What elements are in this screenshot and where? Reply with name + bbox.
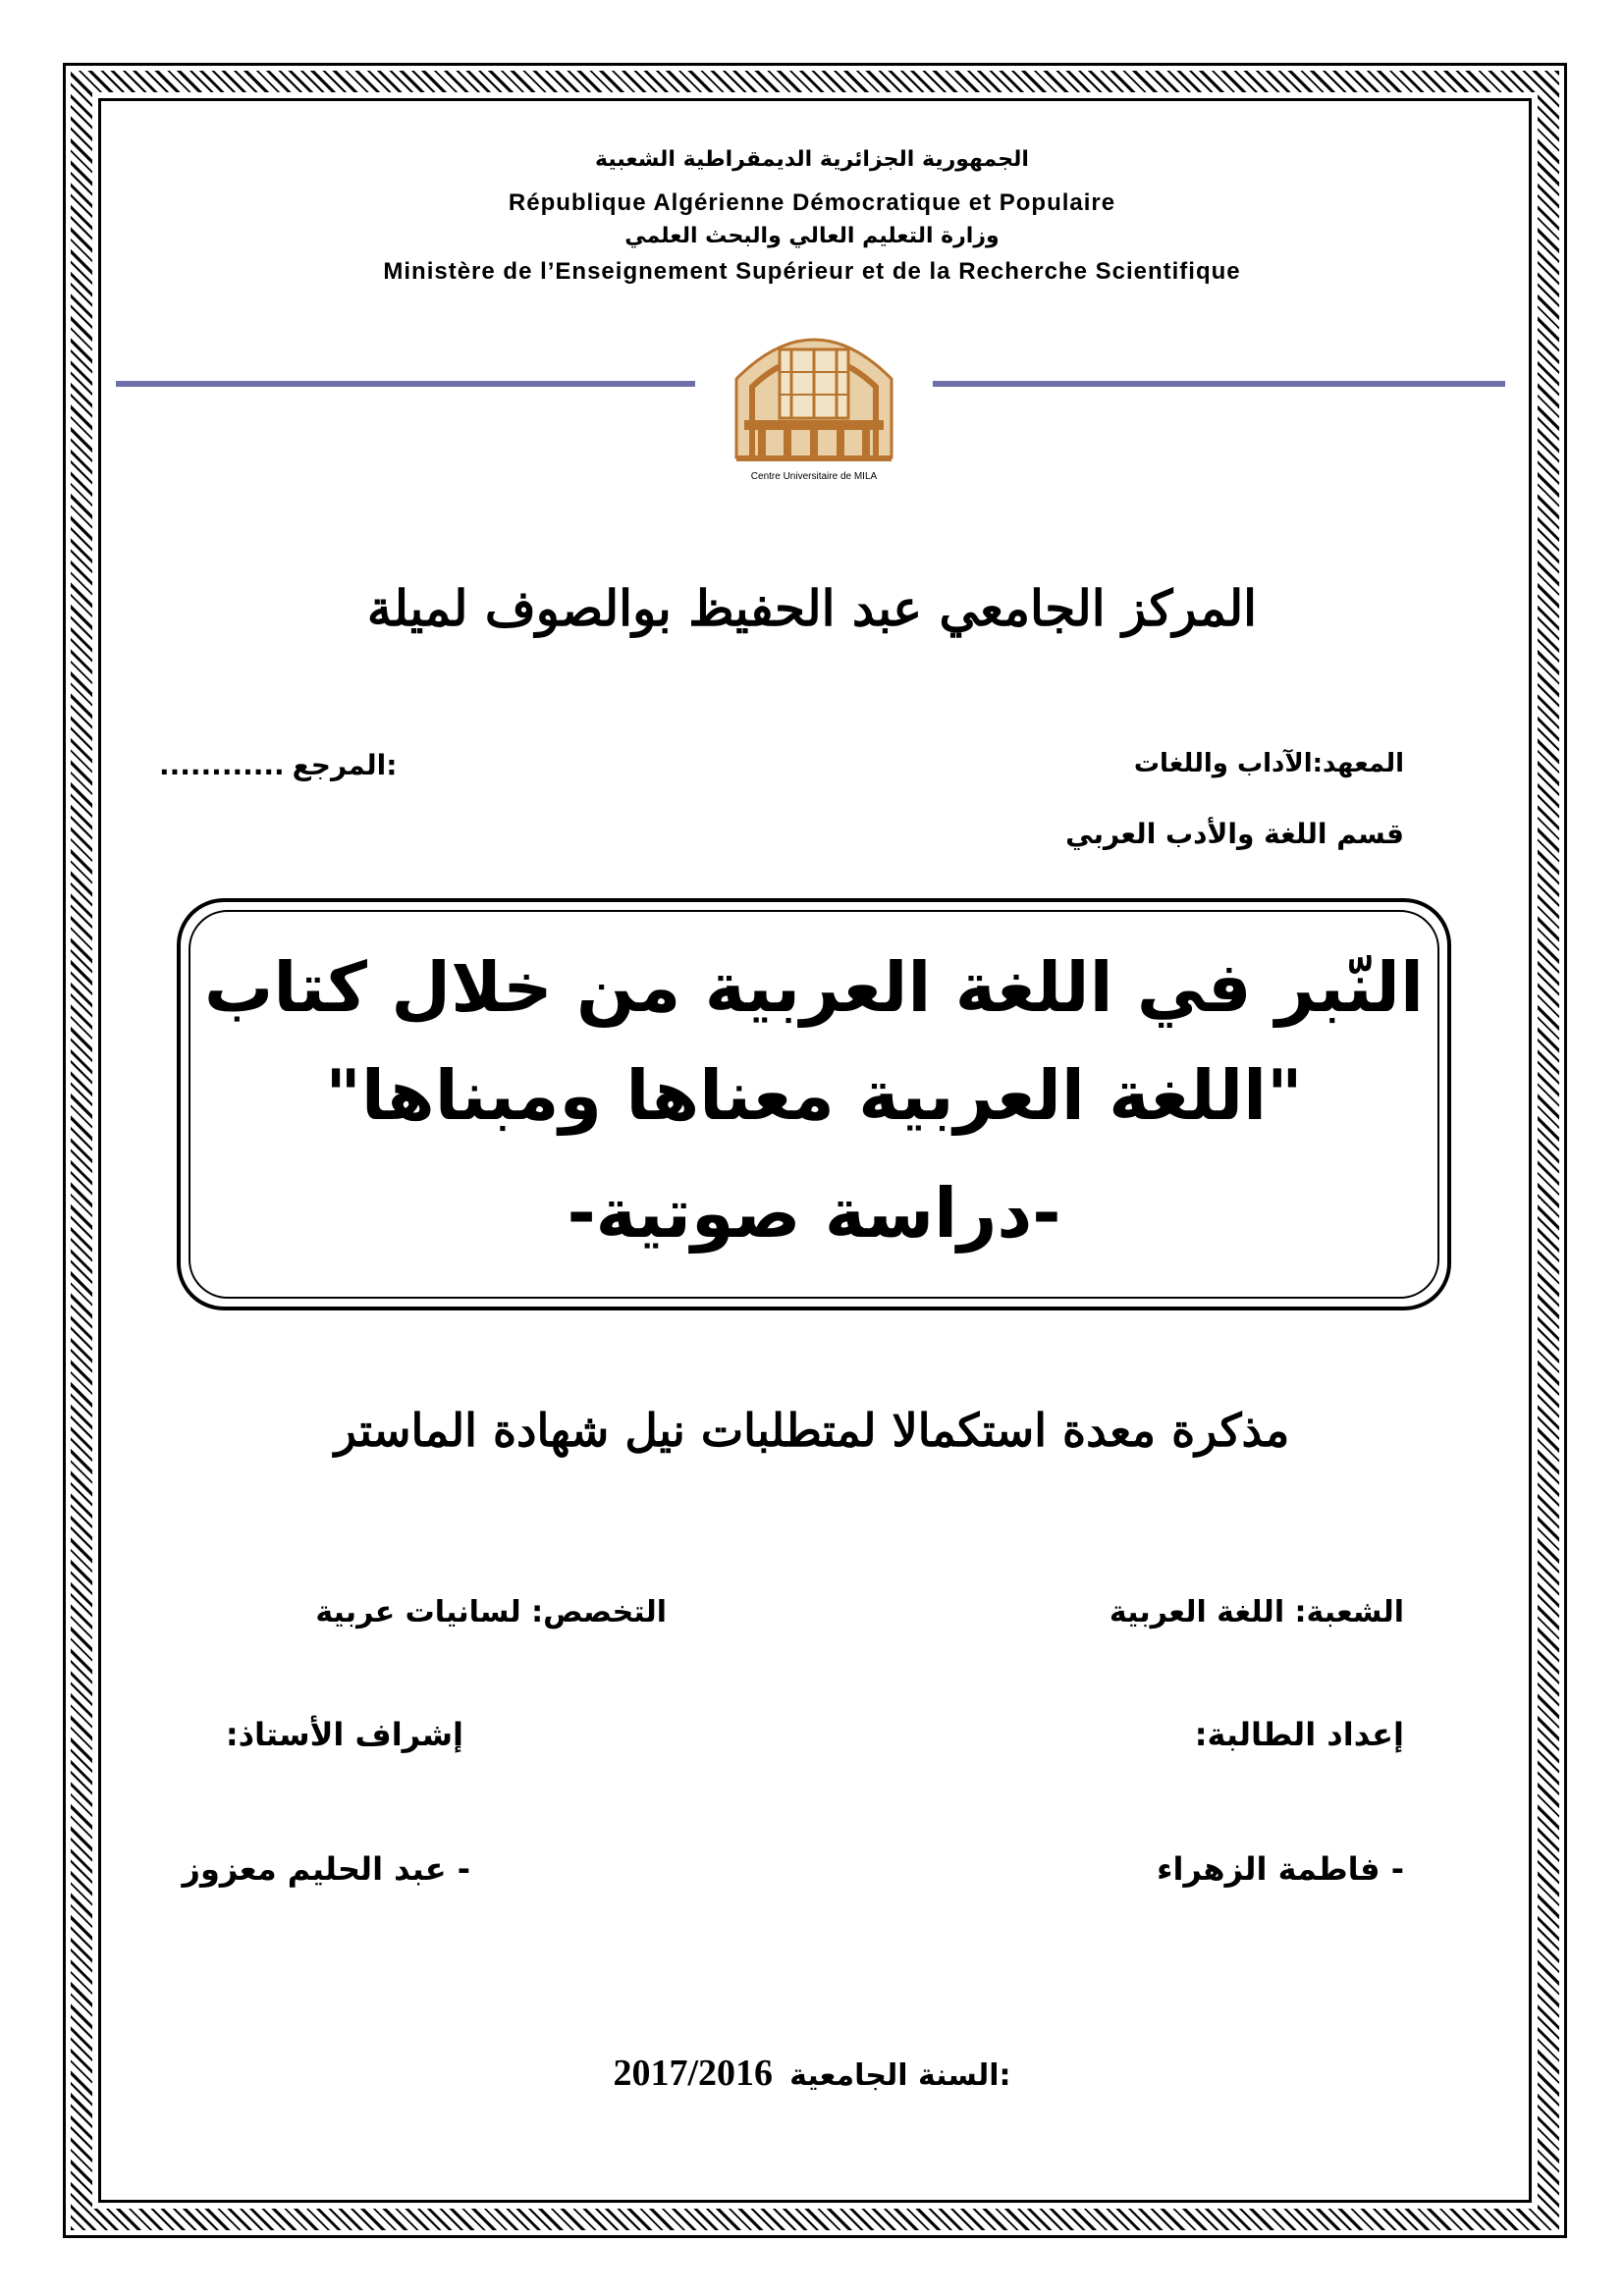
university-logo bbox=[723, 310, 905, 485]
header-rule-right bbox=[933, 381, 1505, 387]
institute-label: المعهد:الآداب واللغات bbox=[1133, 749, 1404, 778]
institution-name: المركز الجامعي عبد الحفيظ بوالصوف لميلة bbox=[366, 579, 1258, 637]
student-name: - فاطمة الزهراء bbox=[1157, 1850, 1404, 1888]
reference-field bbox=[159, 749, 397, 781]
title-line-3: -دراسة صوتية- bbox=[567, 1173, 1061, 1254]
academic-year-label: السنة الجامعية: bbox=[789, 2058, 1011, 2093]
title-line-1: النّبر في اللغة العربية من خلال كتاب bbox=[204, 947, 1424, 1028]
reference-label: المرجع: bbox=[292, 749, 398, 781]
ministry-fr: Ministère de l’Enseignement Supérieur et de la Recherche Scientifique bbox=[383, 258, 1241, 285]
republic-fr: République Algérienne Démocratique et Populaire bbox=[508, 189, 1116, 216]
university-logo-icon bbox=[723, 310, 905, 485]
branch-field: الشعبة: اللغة العربية bbox=[1109, 1595, 1404, 1629]
supervisor-name: - عبد الحليم معزوز bbox=[182, 1850, 470, 1888]
department-label: قسم اللغة والأدب العربي bbox=[1065, 818, 1404, 850]
republic-ar: الجمهورية الجزائرية الديمقراطية الشعبية bbox=[595, 147, 1029, 172]
specialty-field: التخصص: لسانيات عربية bbox=[315, 1595, 667, 1629]
supervisor-label: إشراف الأستاذ: bbox=[225, 1716, 463, 1753]
memo-statement: مذكرة معدة استكمالا لمتطلبات نيل شهادة الماستر bbox=[334, 1404, 1290, 1457]
ministry-ar: وزارة التعليم العالي والبحث العلمي bbox=[624, 224, 1000, 248]
reference-value: ............ bbox=[159, 749, 285, 781]
header-rule-left bbox=[116, 381, 695, 387]
academic-year-value: 2017/2016 bbox=[613, 2053, 774, 2094]
student-label: إعداد الطالبة: bbox=[1194, 1716, 1404, 1753]
academic-year bbox=[0, 2052, 1624, 2095]
logo-caption: Centre Universitaire de MILA bbox=[750, 471, 878, 482]
title-line-2: "اللغة العربية معناها ومبناها" bbox=[325, 1055, 1303, 1136]
